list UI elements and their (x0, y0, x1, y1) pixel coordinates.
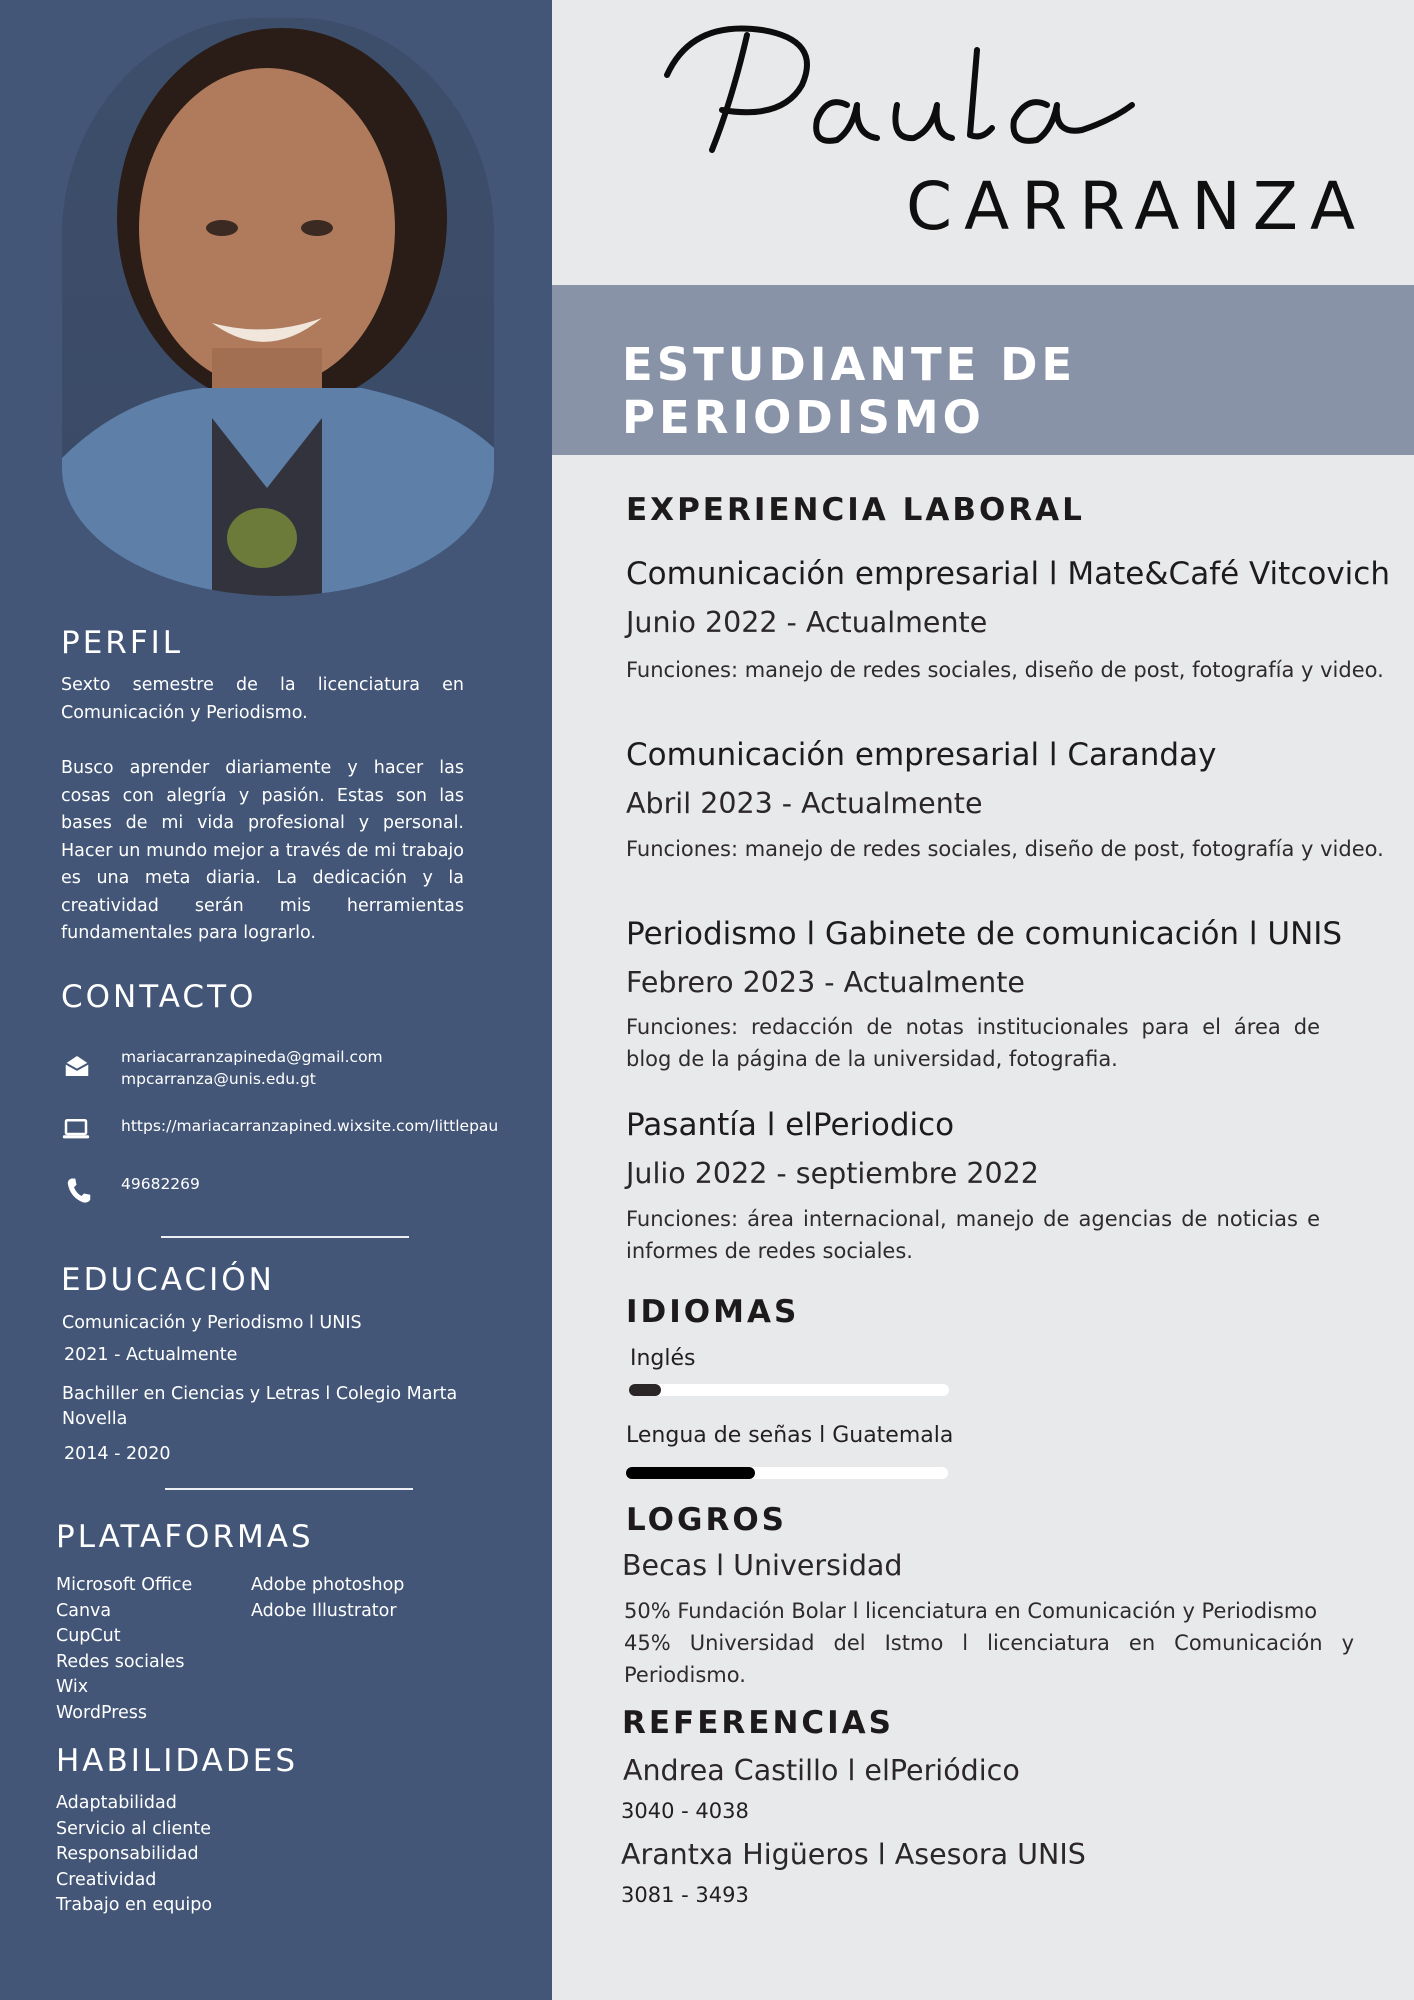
list-item: Servicio al cliente (56, 1818, 212, 1839)
profile-photo (62, 18, 494, 596)
phone-icon (64, 1176, 94, 1206)
logros-line: 50% Fundación Bolar l licenciatura en Comunicación y Periodismo (624, 1599, 1318, 1623)
habilidades-list (56, 1791, 212, 1919)
reference-phone: 3040 - 4038 (621, 1799, 749, 1823)
language-name: Lengua de señas l Guatemala (626, 1423, 954, 1448)
job-functions: Funciones: área internacional, manejo de agencias de noticias e informes de redes sociales. (626, 1207, 1320, 1263)
contacto-heading: CONTACTO (61, 979, 257, 1015)
language-level-fill (626, 1467, 755, 1479)
job-dates: Julio 2022 - septiembre 2022 (626, 1157, 1039, 1190)
perfil-heading: PERFIL (61, 625, 184, 661)
job-title: Pasantía l elPeriodico (626, 1107, 955, 1143)
list-item: Microsoft Office (56, 1575, 193, 1595)
education-item-name: Bachiller en Ciencias y Letras l Colegio Marta Novella (62, 1384, 458, 1429)
last-name: CARRANZA (906, 168, 1368, 245)
education-item-dates: 2021 - Actualmente (64, 1345, 238, 1365)
first-name-signature (652, 10, 1152, 180)
laptop-icon (61, 1114, 91, 1144)
education-item-dates: 2014 - 2020 (64, 1444, 171, 1464)
list-item: CupCut (56, 1626, 121, 1646)
habilidades-heading: HABILIDADES (56, 1743, 299, 1779)
list-item: WordPress (56, 1702, 148, 1723)
list-item: Creatividad (56, 1869, 157, 1890)
job-functions: Funciones: manejo de redes sociales, diseño de post, fotografía y video. (626, 837, 1384, 861)
job-dates: Junio 2022 - Actualmente (626, 606, 988, 639)
reference-name: Andrea Castillo l elPeriódico (623, 1754, 1020, 1787)
email-secondary[interactable]: mpcarranza@unis.edu.gt (121, 1070, 316, 1088)
list-item: Adobe Illustrator (251, 1600, 397, 1621)
language-name: Inglés (630, 1346, 696, 1371)
divider (165, 1488, 413, 1490)
logros-subtitle: Becas l Universidad (622, 1549, 903, 1582)
list-item: Redes sociales (56, 1651, 185, 1672)
plataformas-list-col2 (251, 1573, 404, 1624)
list-item: Wix (56, 1677, 89, 1697)
language-level-bar (629, 1384, 949, 1396)
logros-line: 45% Universidad del Istmo l licenciatura en Comunicación y Periodismo. (624, 1631, 1354, 1687)
language-level-bar (626, 1467, 948, 1479)
education-item-name: Comunicación y Periodismo l UNIS (62, 1313, 362, 1333)
list-item: Adobe photoshop (251, 1575, 405, 1595)
referencias-heading: REFERENCIAS (622, 1705, 894, 1741)
job-functions: Funciones: redacción de notas institucionales para el área de blog de la página de la universidad, fotografia. (626, 1015, 1320, 1071)
educacion-heading: EDUCACIÓN (61, 1262, 275, 1298)
job-title: ESTUDIANTE DE PERIODISMO (622, 338, 1077, 444)
perfil-paragraph-1: Sexto semestre de la licenciatura en Comunicación y Periodismo. (61, 675, 464, 723)
job-dates: Abril 2023 - Actualmente (626, 787, 983, 820)
list-item: Canva (56, 1600, 112, 1621)
job-functions: Funciones: manejo de redes sociales, diseño de post, fotografía y video. (626, 658, 1384, 682)
list-item: Adaptabilidad (56, 1793, 177, 1813)
job-title: Comunicación empresarial l Mate&Café Vitcovich (626, 556, 1390, 592)
plataformas-heading: PLATAFORMAS (56, 1519, 314, 1555)
perfil-paragraph-2: Busco aprender diariamente y hacer las cosas con alegría y pasión. Estas son las bases de mi vida profesional y personal. Hacer un mundo mejor a través de mi trabajo es una meta diaria. La dedicación y la creatividad serán mis herramientas fundamentales para lograrlo. (61, 758, 464, 943)
list-item: Trabajo en equipo (56, 1895, 213, 1915)
phone-number[interactable]: 49682269 (121, 1175, 200, 1193)
logros-heading: LOGROS (626, 1502, 787, 1538)
experiencia-heading: EXPERIENCIA LABORAL (626, 492, 1085, 528)
sidebar (0, 0, 552, 2000)
job-dates: Febrero 2023 - Actualmente (626, 966, 1025, 999)
job-title: Periodismo l Gabinete de comunicación l UNIS (626, 916, 1343, 952)
email-icon (62, 1051, 92, 1081)
plataformas-list-col1 (56, 1573, 192, 1726)
reference-phone: 3081 - 3493 (621, 1883, 749, 1907)
email-primary[interactable]: mariacarranzapineda@gmail.com (121, 1048, 383, 1066)
language-level-fill (629, 1384, 661, 1396)
list-item: Responsabilidad (56, 1844, 199, 1864)
divider (161, 1236, 409, 1238)
job-title: Comunicación empresarial l Caranday (626, 737, 1217, 773)
reference-name: Arantxa Higüeros l Asesora UNIS (621, 1838, 1086, 1871)
website-link[interactable]: https://mariacarranzapined.wixsite.com/littlepau (121, 1117, 499, 1135)
idiomas-heading: IDIOMAS (626, 1294, 800, 1330)
